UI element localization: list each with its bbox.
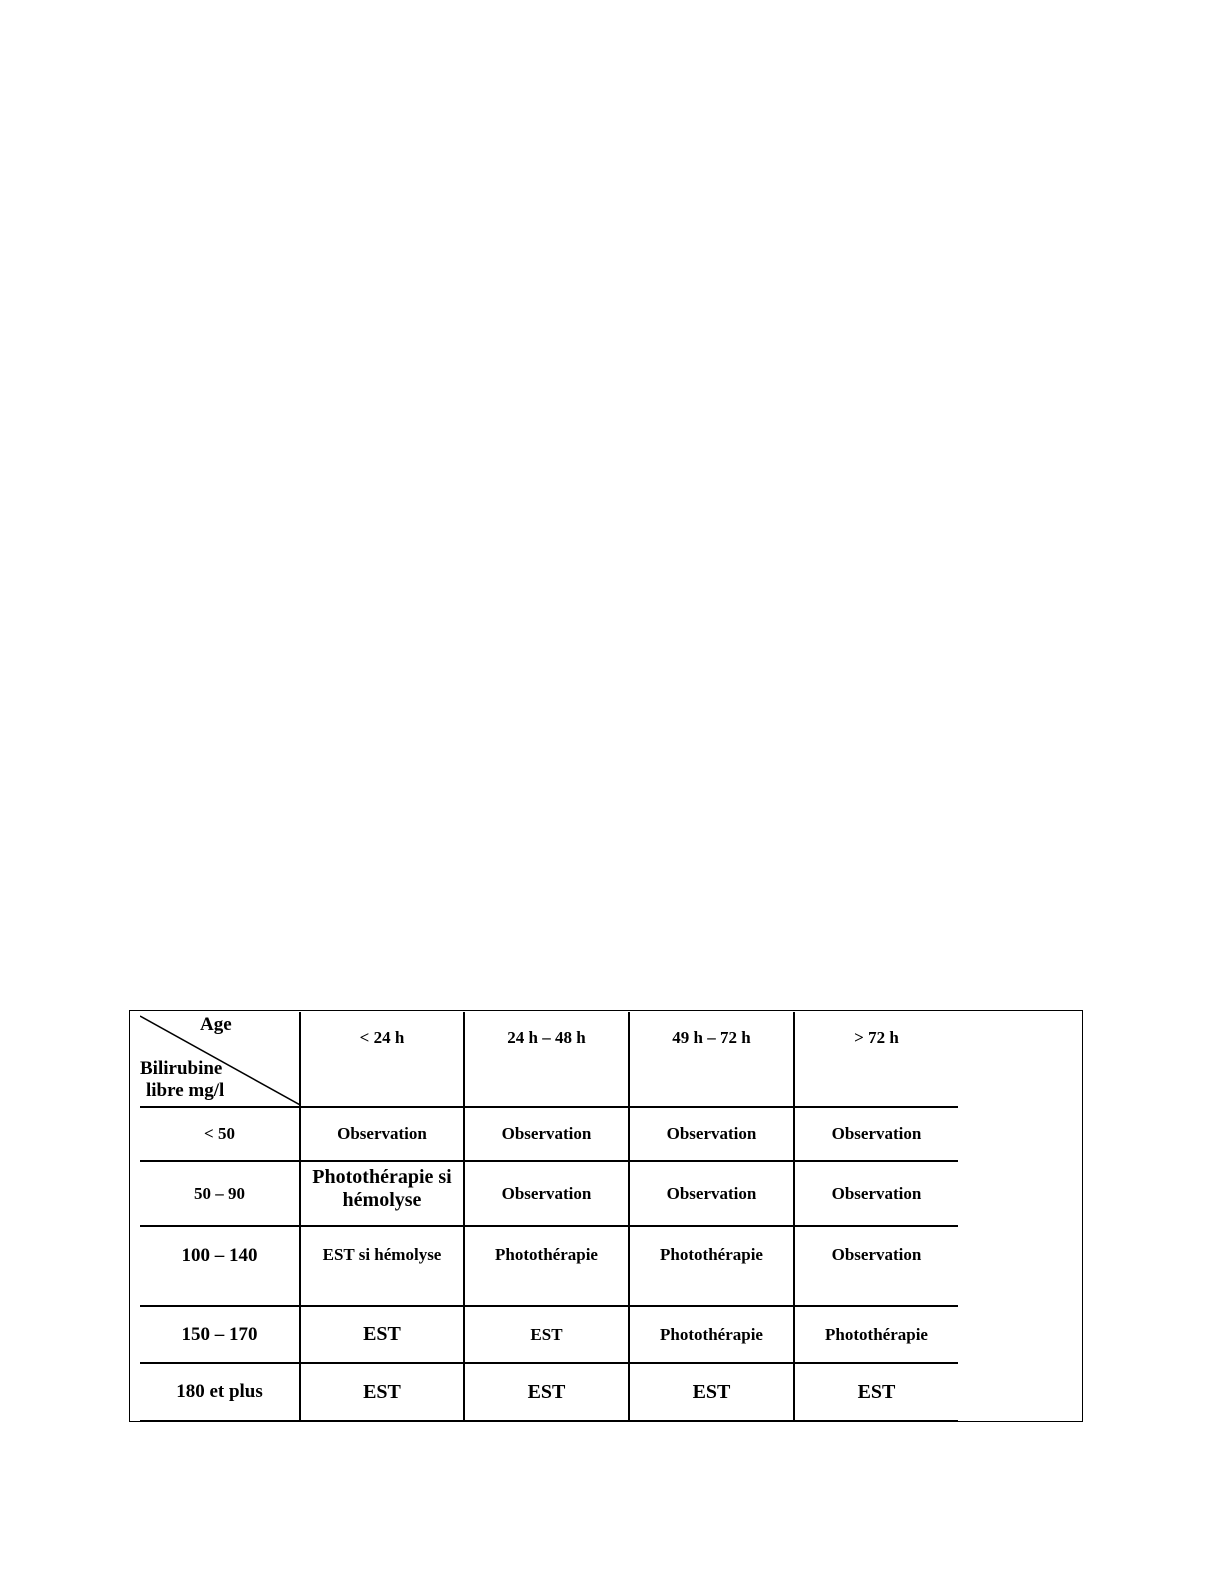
table-cell: EST si hémolyse [300, 1226, 464, 1306]
table-cell: EST [464, 1306, 629, 1363]
table-cell: EST [300, 1306, 464, 1363]
table-row [140, 1306, 958, 1363]
column-header: < 24 h [300, 1012, 464, 1107]
table-cell: Photothérapie [794, 1306, 958, 1363]
table-cell: Observation [629, 1107, 794, 1161]
age-axis-label: Age [200, 1014, 232, 1035]
table-header-row [140, 1012, 958, 1107]
table-cell: Observation [464, 1161, 629, 1226]
bilirubin-label-line2: libre mg/l [146, 1079, 225, 1101]
table-frame [129, 1010, 1083, 1422]
table-cell: Observation [794, 1107, 958, 1161]
table-cell: Observation [464, 1107, 629, 1161]
table-cell: Observation [300, 1107, 464, 1161]
table-cell: Photothérapie [629, 1226, 794, 1306]
table-cell: EST [300, 1363, 464, 1421]
bilirubin-treatment-table [140, 1012, 958, 1422]
table-row [140, 1363, 958, 1421]
table-cell: Photothérapie [629, 1306, 794, 1363]
bilirubin-axis-label [140, 1058, 224, 1102]
column-header: 24 h – 48 h [464, 1012, 629, 1107]
table-cell: EST [794, 1363, 958, 1421]
table-row [140, 1161, 958, 1226]
table-row [140, 1107, 958, 1161]
column-header: 49 h – 72 h [629, 1012, 794, 1107]
row-label: < 50 [140, 1107, 300, 1161]
table-cell: Photothérapie si hémolyse [300, 1161, 464, 1226]
table-cell: Observation [794, 1226, 958, 1306]
table-cell: EST [629, 1363, 794, 1421]
table-cell: EST [464, 1363, 629, 1421]
row-label: 50 – 90 [140, 1161, 300, 1226]
row-label: 180 et plus [140, 1363, 300, 1421]
row-label: 100 – 140 [140, 1226, 300, 1306]
table-cell: Observation [629, 1161, 794, 1226]
bilirubin-label-line1: Bilirubine [140, 1058, 223, 1079]
column-header: > 72 h [794, 1012, 958, 1107]
corner-header-cell [140, 1012, 300, 1107]
table-cell: Observation [794, 1161, 958, 1226]
table-cell: Photothérapie [464, 1226, 629, 1306]
table-row [140, 1226, 958, 1306]
row-label: 150 – 170 [140, 1306, 300, 1363]
